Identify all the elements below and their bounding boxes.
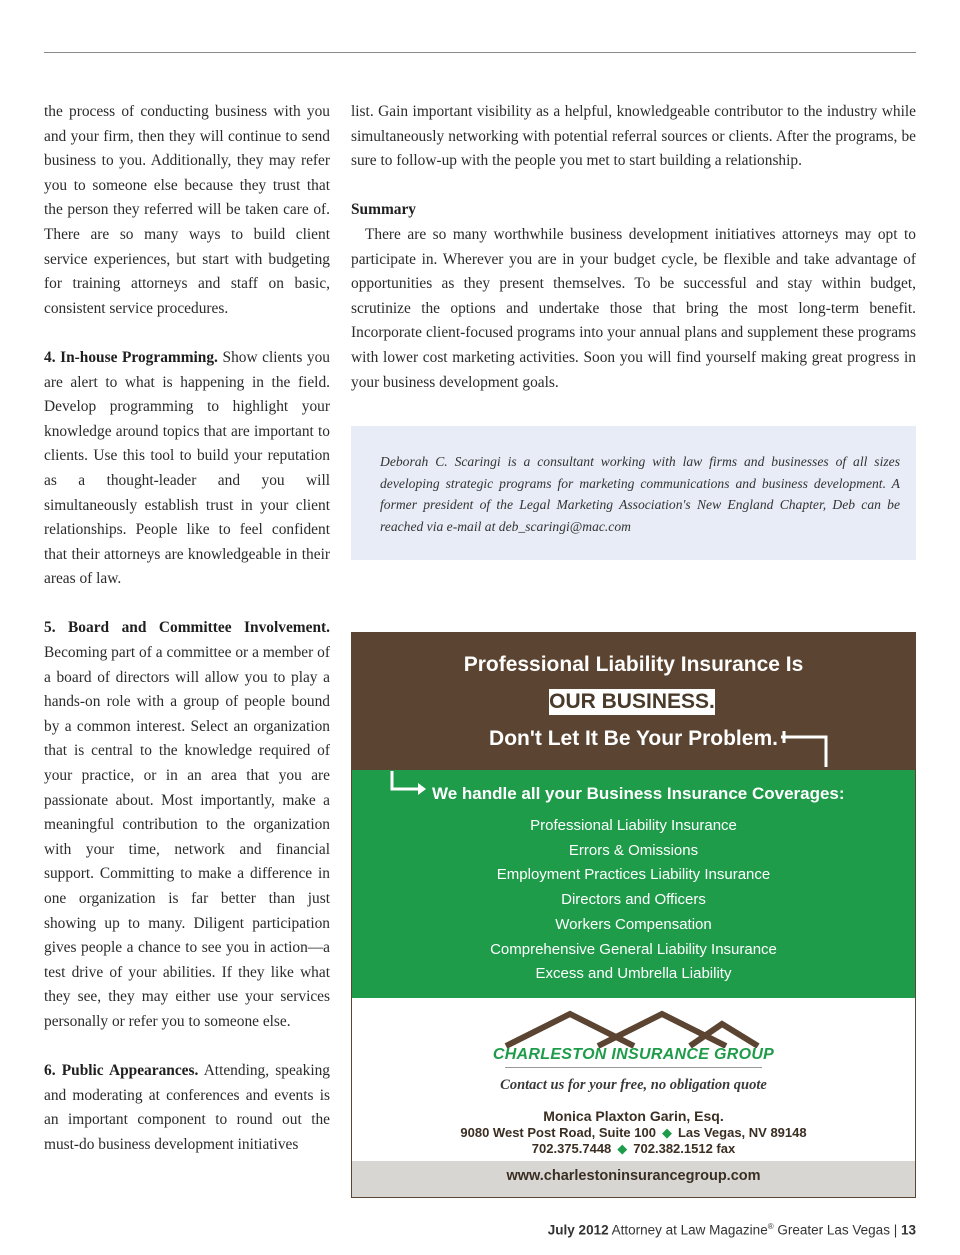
ad-coverages-heading: We handle all your Business Insurance Coverages: [432,784,845,803]
ad-headline-box: OUR BUSINESS. [549,690,715,713]
coverage-item: Directors and Officers [561,891,706,909]
left-column [44,100,330,1158]
page-folio: July 2012 Attorney at Law Magazine® Greater Las Vegas | 13 [547,1222,916,1238]
contact-name: Monica Plaxton Garin, Esq. [543,1108,724,1124]
coverage-item: Professional Liability Insurance [530,817,737,834]
diamond-separator-icon: ◆ [661,1125,672,1140]
ad-website-link[interactable]: www.charlestoninsurancegroup.com [352,1161,915,1198]
coverage-item: Workers Compensation [555,915,712,933]
company-name: CHARLESTON INSURANCE GROUP [492,1046,775,1063]
right-paragraph: list. Gain important visibility as a helpful, knowledgeable contributor to the industry while simultaneously networking with potential referral sources or clients. After the programs, be sure to follow-up with the people you met to start building a relationship. [351,103,916,170]
header-rule [44,52,916,53]
company-underline [505,1067,762,1068]
folio-edition: Greater Las Vegas [777,1222,890,1238]
section-5-heading: 5. Board and Committee Involvement. [44,619,330,637]
summary-heading [351,198,916,223]
section-6-body: Attending, speaking and moderating at conferences and events is an important component to round out the must-do business development initiatives [44,1062,330,1153]
phone-number[interactable]: 702.375.7448 [531,1141,612,1156]
ad-tagline-text: Contact us for your free, no obligation quote [500,1077,767,1093]
coverage-item: Employment Practices Liability Insurance [496,866,771,884]
left-paragraph: the process of conducting business with you and your firm, then they will continue to send business to you. Additionally, they may refer you to someone else because they trust that the person they referred will be taken care of. There are so many ways to build client service experiences, but start with budgeting for training attorneys and staff on basic, consistent service procedures. [44,103,330,317]
registered-mark: ® [767,1222,774,1231]
address-line-1: 9080 West Post Road, Suite 100 [460,1125,656,1140]
author-bio-box [351,426,916,560]
section-6-heading: 6. Public Appearances. [44,1062,199,1080]
coverage-item: Comprehensive General Liability Insurance [490,940,777,958]
summary-body: There are so many worthwhile business development initiatives attorneys may opt to participate in. Wherever you are in your budget cycle, be flexible and take advantage of opportunities as they present themselves. To be successful and stay within budget, scrutinize the options and undertake those that bring the most long-term benefit. Incorporate client-focused programs into your annual plans and supplement these programs with lower cost marketing activities. Soon you will find yourself making great progress in your business development goals. [351,225,916,391]
coverage-list [352,814,915,987]
fax-number: 702.382.1512 fax [633,1141,736,1156]
contact-phones [352,1141,915,1157]
coverage-item: Excess and Umbrella Liability [535,965,732,983]
folio-magazine: Attorney at Law Magazine [611,1222,768,1238]
folio-date: July 2012 [547,1222,609,1238]
address-line-2: Las Vegas, NV 89148 [677,1125,807,1140]
coverage-item: Errors & Omissions [568,841,699,859]
section-6 [44,1059,330,1157]
insurance-advertisement[interactable] [351,632,916,1198]
section-4 [44,346,330,592]
section-4-body: Show clients you are alert to what is happening in the field. Develop programming to highlight your knowledge around topics that are important to clients. Use this tool to build your reputation as a thought-leader and you will simultaneously establish trust in your client relationships. People like to feel confident that their attorneys are knowledgeable in their areas of law. [44,348,330,588]
diamond-separator-icon: ◆ [617,1141,628,1156]
mountain-logo-icon [502,1008,762,1048]
contact-address [352,1125,915,1141]
ad-tagline [352,1077,915,1094]
section-4-heading: 4. In-house Programming. [44,348,218,366]
section-5-body: Becoming part of a committee or a member of a board of directors will allow you to play a hands-on role with a group of people bound by a common interest. Select an organization that is central to the knowledge required of your practice, or in an area that you are passionate about. Most importantly, make a meaningful contribution to the organization with your time, network and financial support. Committing to make a difference in one organization is far better than just showing up to many. Diligent participation gives people a chance to see you in action—a test drive of your abilities. If they like what they see, they may either use your services personally or refer you to someone else. [44,644,330,1030]
ad-headline-1: Professional Liability Insurance Is [463,653,804,676]
summary-heading-text: Summary [351,201,416,219]
author-bio: Deborah C. Scaringi is a consultant working with law firms and businesses of all sizes developing strategic programs for marketing communications and business development. A former president of the Legal Marketing Association's New England Chapter, Deb can be reached via e-mail at deb_scaringi@mac.com [380,454,900,534]
section-5 [44,616,330,1034]
right-column [351,100,916,395]
ad-headline-2: Don't Let It Be Your Problem. [489,727,778,750]
page-number: 13 [900,1222,916,1238]
